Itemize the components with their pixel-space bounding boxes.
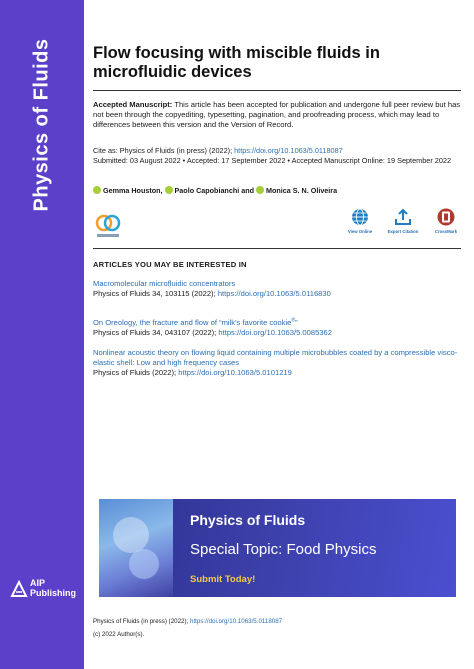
export-citation-label: Export Citation bbox=[387, 229, 419, 234]
publisher-line1: AIP bbox=[30, 578, 46, 588]
publisher-line2: Publishing bbox=[30, 588, 76, 598]
article-title: Flow focusing with miscible fluids in microfluidic devices bbox=[93, 44, 380, 81]
related-article-title[interactable]: Nonlinear acoustic theory on flowing liquid containing multiple microbubbles coated by a compressible visco-elastic shell: Low and high frequency cases bbox=[93, 348, 458, 367]
export-icon bbox=[394, 208, 412, 226]
banner-journal: Physics of Fluids bbox=[190, 512, 306, 528]
author-name[interactable]: Paolo Capobianchi and bbox=[174, 186, 254, 195]
crossmark-label: CrossMark bbox=[434, 229, 458, 234]
related-article bbox=[93, 348, 461, 378]
related-article-title[interactable]: Macromolecular microfluidic concentrators bbox=[93, 279, 236, 288]
related-article-cite: Physics of Fluids 34, 043107 (2022); bbox=[93, 327, 217, 337]
author-list bbox=[93, 186, 461, 196]
globe-icon bbox=[351, 208, 369, 226]
orcid-icon[interactable] bbox=[256, 186, 264, 194]
banner-topic: Special Topic: Food Physics bbox=[190, 541, 377, 558]
footer-copyright: (c) 2022 Author(s). bbox=[93, 631, 145, 638]
banner-image-shape bbox=[113, 517, 149, 553]
related-article-cite: Physics of Fluids (2022); bbox=[93, 368, 177, 377]
banner-submit-link[interactable]: Submit Today! bbox=[190, 574, 256, 585]
export-citation-button[interactable] bbox=[381, 208, 425, 234]
manuscript-dates: Submitted: 03 August 2022 • Accepted: 17 September 2022 • Accepted Manuscript Online: 19 September 2022 bbox=[93, 156, 452, 165]
author-name[interactable]: Gemma Houston bbox=[103, 186, 161, 195]
cite-doi-link[interactable]: https://doi.org/10.1063/5.0118087 bbox=[234, 146, 343, 155]
related-article-doi[interactable]: https://doi.org/10.1063/5.0116830 bbox=[217, 289, 331, 298]
related-article-title[interactable] bbox=[93, 318, 298, 327]
related-article bbox=[93, 279, 461, 299]
orcid-icon[interactable] bbox=[93, 186, 101, 194]
footer-doi-link[interactable]: https://doi.org/10.1063/5.0118087 bbox=[190, 618, 283, 625]
related-article-title-text: On Oreology, the fracture and flow of “milk's favorite cookie bbox=[93, 317, 292, 327]
related-article-doi[interactable]: https://doi.org/10.1063/5.0085362 bbox=[218, 327, 332, 337]
view-online-label: View Online bbox=[347, 229, 373, 234]
divider bbox=[93, 90, 461, 91]
journal-name-vertical: Physics of Fluids bbox=[30, 38, 53, 212]
author-name[interactable]: Monica S. N. Oliveira bbox=[266, 186, 338, 195]
related-article-cite: Physics of Fluids 34, 103115 (2022); bbox=[93, 289, 216, 298]
special-topic-banner[interactable] bbox=[99, 499, 456, 597]
cite-prefix: Cite as: Physics of Fluids (in press) (2022); bbox=[93, 146, 233, 155]
author-separator: , bbox=[160, 186, 165, 195]
related-article-title-sup: ® bbox=[291, 317, 296, 323]
accepted-text: This article has been accepted for publication and undergone full peer review but has not been through the copyediting, typesetting, pagination, and proofreading process, which may lead to differences between this version and the Version of Record. bbox=[93, 100, 461, 129]
citation-block bbox=[93, 146, 461, 166]
accepted-manuscript-notice bbox=[93, 100, 461, 130]
aip-publishing-logo[interactable] bbox=[10, 578, 80, 602]
related-article-doi[interactable]: https://doi.org/10.1063/5.0101219 bbox=[178, 368, 292, 377]
banner-image bbox=[99, 499, 173, 597]
banner-image-shape bbox=[129, 549, 159, 579]
crossmark-button[interactable] bbox=[424, 208, 468, 234]
view-online-button[interactable] bbox=[338, 208, 382, 234]
orcid-icon[interactable] bbox=[165, 186, 173, 194]
journal-sidebar bbox=[0, 0, 84, 669]
footer-citation bbox=[93, 617, 282, 626]
related-article bbox=[93, 315, 461, 338]
accepted-label: Accepted Manuscript: bbox=[93, 100, 173, 109]
related-article-title-end: ” bbox=[295, 317, 298, 327]
footer-cite-text: Physics of Fluids (in press) (2022); bbox=[93, 618, 189, 625]
aip-logo-icon bbox=[10, 580, 28, 598]
crossmark-icon bbox=[437, 208, 455, 226]
related-articles-heading: ARTICLES YOU MAY BE INTERESTED IN bbox=[93, 260, 247, 269]
open-select-logo-icon[interactable] bbox=[95, 212, 121, 240]
divider bbox=[93, 248, 461, 249]
